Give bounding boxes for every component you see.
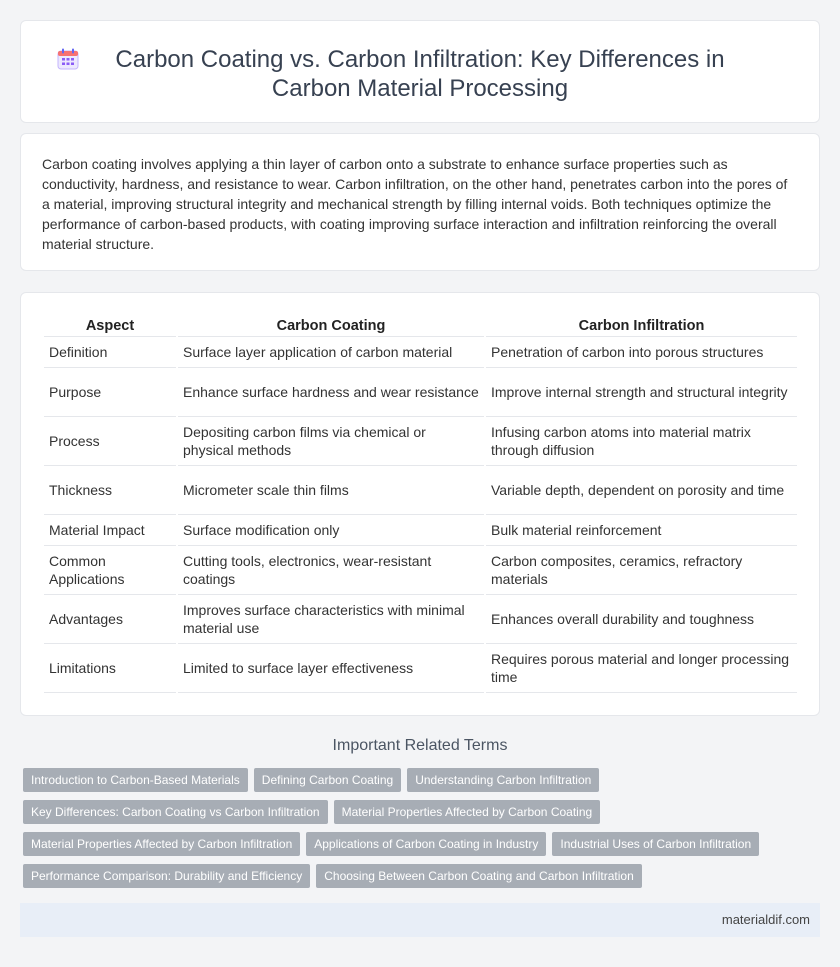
aspect-cell: Definition	[44, 337, 176, 368]
coating-cell: Depositing carbon films via chemical or physical methods	[178, 417, 484, 466]
related-term-tag[interactable]: Material Properties Affected by Carbon Coating	[334, 800, 601, 824]
comparison-table	[42, 315, 799, 693]
table-row	[44, 466, 797, 515]
intro-paragraph: Carbon coating involves applying a thin layer of carbon onto a substrate to enhance surface properties such as conductivity, hardness, and resistance to wear. Carbon infiltration, on the other hand, penetrates carbon into the pores of a material, improving structural integrity and mechanical strength by filling internal voids. Both techniques optimize the performance of carbon-based products, with coating improving surface interaction and infiltration reinforcing the overall material structure.	[42, 156, 788, 252]
related-term-tag[interactable]: Industrial Uses of Carbon Infiltration	[552, 832, 759, 856]
related-terms-heading: Important Related Terms	[332, 737, 508, 754]
infiltration-cell: Penetration of carbon into porous structures	[486, 337, 797, 368]
aspect-cell: Purpose	[44, 368, 176, 417]
infiltration-cell: Enhances overall durability and toughness	[486, 595, 797, 644]
header-carbon-infiltration: Carbon Infiltration	[486, 315, 797, 337]
coating-cell: Micrometer scale thin films	[178, 466, 484, 515]
coating-cell: Surface layer application of carbon material	[178, 337, 484, 368]
aspect-cell: Material Impact	[44, 515, 176, 546]
table-row	[44, 595, 797, 644]
related-term-tag[interactable]: Choosing Between Carbon Coating and Carbon Infiltration	[316, 864, 642, 888]
footer-site-link[interactable]: materialdif.com	[721, 912, 810, 927]
header-aspect: Aspect	[44, 315, 176, 337]
infiltration-cell: Improve internal strength and structural integrity	[486, 368, 797, 417]
intro-card	[20, 133, 820, 271]
coating-cell: Improves surface characteristics with minimal material use	[178, 595, 484, 644]
aspect-cell: Process	[44, 417, 176, 466]
table-header-row	[44, 315, 797, 337]
related-term-tag[interactable]: Introduction to Carbon-Based Materials	[23, 768, 248, 792]
related-term-tag[interactable]: Applications of Carbon Coating in Industry	[306, 832, 546, 856]
coating-cell: Surface modification only	[178, 515, 484, 546]
footer	[20, 903, 820, 937]
aspect-cell: Limitations	[44, 644, 176, 693]
infiltration-cell: Variable depth, dependent on porosity and time	[486, 466, 797, 515]
related-term-tag[interactable]: Material Properties Affected by Carbon Infiltration	[23, 832, 300, 856]
infiltration-cell: Infusing carbon atoms into material matrix through diffusion	[486, 417, 797, 466]
title-card	[20, 20, 820, 123]
infiltration-cell: Carbon composites, ceramics, refractory materials	[486, 546, 797, 595]
related-term-tag[interactable]: Performance Comparison: Durability and Efficiency	[23, 864, 310, 888]
aspect-cell: Common Applications	[44, 546, 176, 595]
coating-cell: Cutting tools, electronics, wear-resistant coatings	[178, 546, 484, 595]
coating-cell: Limited to surface layer effectiveness	[178, 644, 484, 693]
infiltration-cell: Requires porous material and longer processing time	[486, 644, 797, 693]
related-term-tag[interactable]: Defining Carbon Coating	[254, 768, 401, 792]
calendar-icon	[57, 48, 79, 70]
header-carbon-coating: Carbon Coating	[178, 315, 484, 337]
aspect-cell: Thickness	[44, 466, 176, 515]
table-row	[44, 417, 797, 466]
aspect-cell: Advantages	[44, 595, 176, 644]
related-term-tag[interactable]: Key Differences: Carbon Coating vs Carbon Infiltration	[23, 800, 328, 824]
table-row	[44, 515, 797, 546]
comparison-card	[20, 292, 820, 716]
table-row	[44, 546, 797, 595]
infiltration-cell: Bulk material reinforcement	[486, 515, 797, 546]
table-row	[44, 337, 797, 368]
page-title: Carbon Coating vs. Carbon Infiltration: Key Differences in Carbon Material Processing	[115, 46, 725, 102]
page-title-row	[21, 45, 819, 103]
coating-cell: Enhance surface hardness and wear resistance	[178, 368, 484, 417]
related-terms-list	[23, 768, 803, 896]
table-row	[44, 644, 797, 693]
table-row	[44, 368, 797, 417]
related-term-tag[interactable]: Understanding Carbon Infiltration	[407, 768, 599, 792]
